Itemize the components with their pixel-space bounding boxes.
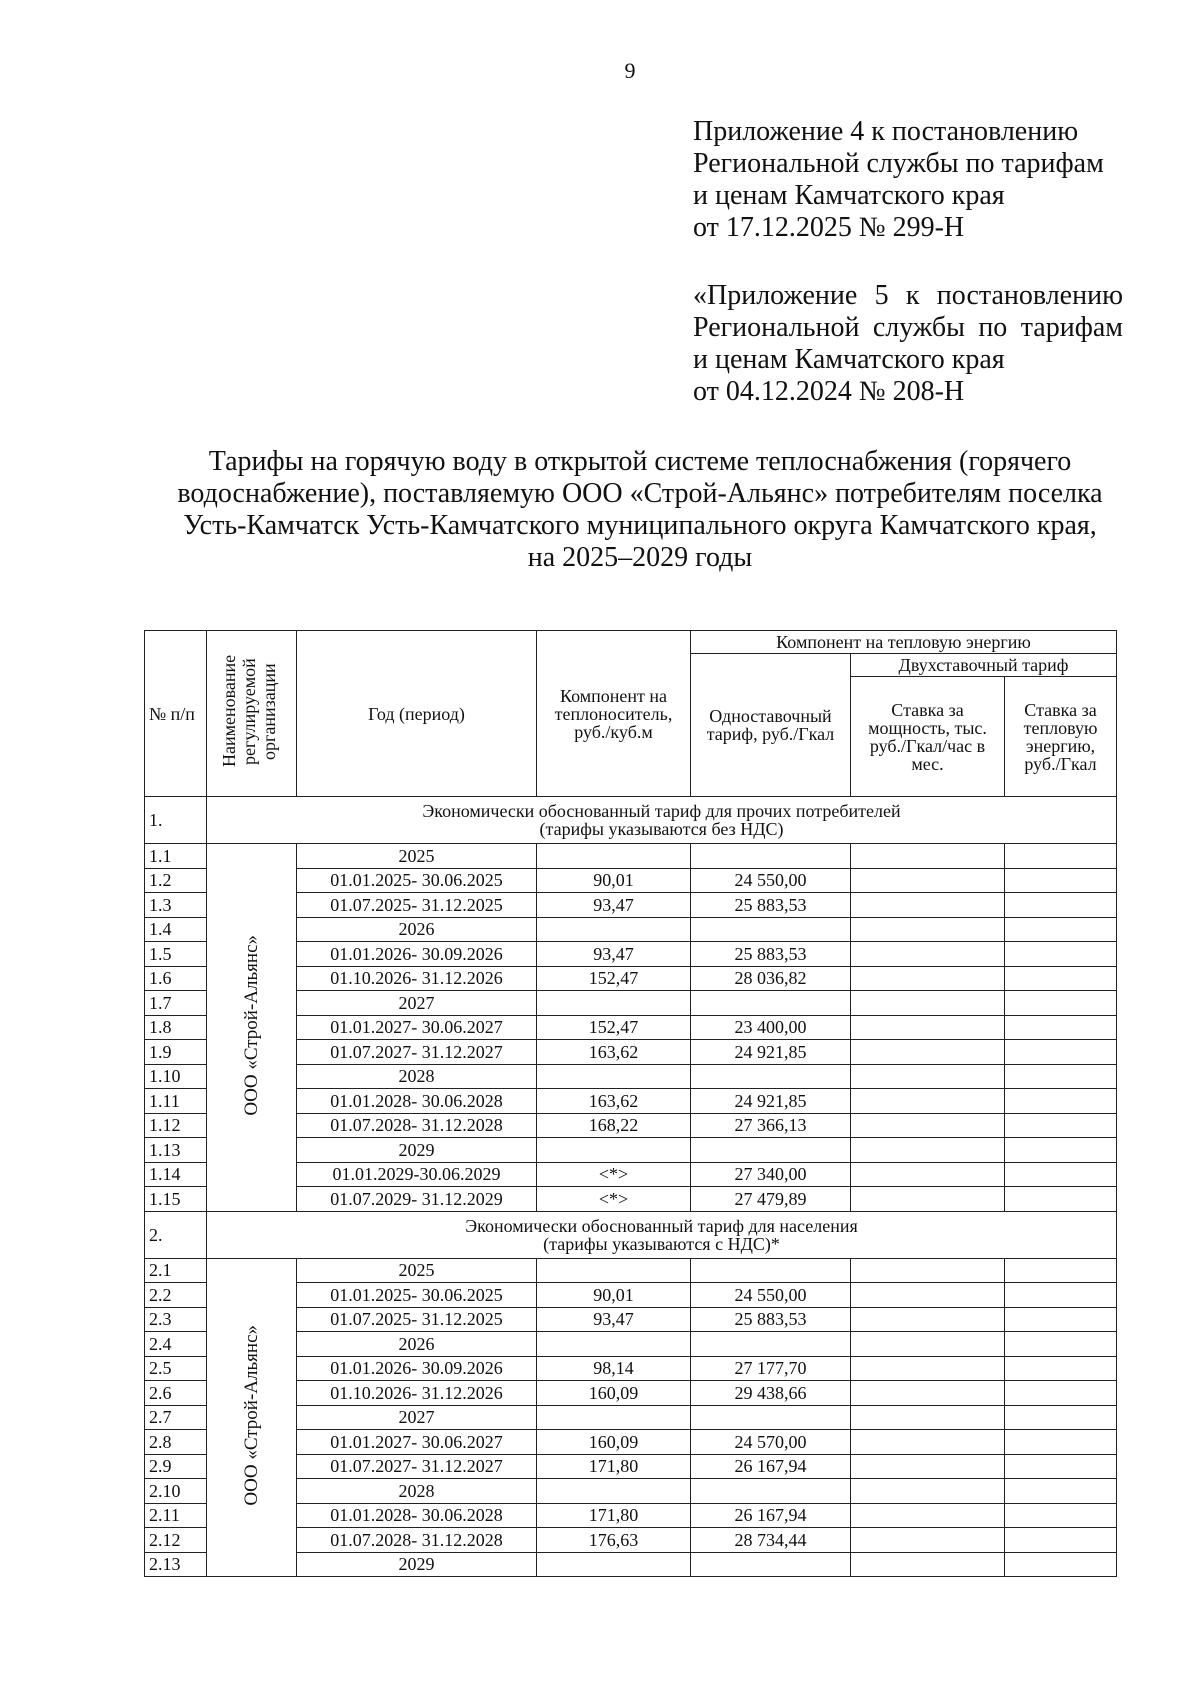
period-cell: 2026 (297, 917, 537, 942)
period-cell: 2028 (297, 1064, 537, 1089)
carrier-component-cell: 171,80 (537, 1454, 691, 1479)
single-rate-cell (691, 1552, 851, 1577)
single-rate-cell: 26 167,94 (691, 1454, 851, 1479)
energy-rate-cell (1005, 1430, 1117, 1455)
capacity-rate-cell (851, 1113, 1005, 1138)
header-period: Год (период) (297, 631, 537, 797)
capacity-rate-cell (851, 1528, 1005, 1553)
title-line: водоснабжение), поставляемую ООО «Строй-Альянс» потребителям поселка (177, 478, 1103, 509)
capacity-rate-cell (851, 991, 1005, 1016)
carrier-component-cell (537, 1258, 691, 1283)
row-number: 1.11 (145, 1089, 207, 1114)
single-rate-cell: 26 167,94 (691, 1503, 851, 1528)
row-number: 1.13 (145, 1138, 207, 1163)
section-header-row (145, 797, 1117, 844)
header-carrier: Компонент на теплоноситель, руб./куб.м (537, 631, 691, 797)
row-number: 1.10 (145, 1064, 207, 1089)
single-rate-cell: 28 036,82 (691, 966, 851, 991)
header-num: № п/п (145, 631, 207, 797)
single-rate-cell: 23 400,00 (691, 1015, 851, 1040)
energy-rate-cell (1005, 1015, 1117, 1040)
carrier-component-cell: 152,47 (537, 1015, 691, 1040)
single-rate-cell: 24 921,85 (691, 1089, 851, 1114)
period-cell: 01.01.2027- 30.06.2027 (297, 1015, 537, 1040)
section-title (207, 797, 1117, 844)
row-number: 1.9 (145, 1040, 207, 1065)
row-number: 1.5 (145, 942, 207, 967)
capacity-rate-cell (851, 966, 1005, 991)
capacity-rate-cell (851, 1381, 1005, 1406)
period-cell: 01.07.2029- 31.12.2029 (297, 1187, 537, 1212)
energy-rate-cell (1005, 1064, 1117, 1089)
single-rate-cell (691, 1479, 851, 1504)
capacity-rate-cell (851, 1356, 1005, 1381)
carrier-component-cell (537, 844, 691, 869)
period-cell: 01.01.2029-30.06.2029 (297, 1162, 537, 1187)
energy-rate-cell (1005, 942, 1117, 967)
energy-rate-cell (1005, 893, 1117, 918)
period-cell: 01.01.2026- 30.09.2026 (297, 1356, 537, 1381)
capacity-rate-cell (851, 1332, 1005, 1357)
capacity-rate-cell (851, 942, 1005, 967)
appendix-line: Региональной службы по тарифам (693, 148, 1104, 179)
period-cell: 01.01.2026- 30.09.2026 (297, 942, 537, 967)
row-number: 2.13 (145, 1552, 207, 1577)
carrier-component-cell (537, 917, 691, 942)
header-org-text: Наименование регулируемой организации (218, 654, 279, 767)
appendix-previous-header (693, 280, 1123, 408)
carrier-component-cell: 160,09 (537, 1381, 691, 1406)
energy-rate-cell (1005, 1356, 1117, 1381)
header-heat-component: Компонент на тепловую энергию (691, 631, 1117, 654)
appendix-line: и ценам Камчатского края (693, 344, 1005, 375)
period-cell: 2029 (297, 1138, 537, 1163)
capacity-rate-cell (851, 1162, 1005, 1187)
single-rate-cell: 24 550,00 (691, 868, 851, 893)
single-rate-cell (691, 991, 851, 1016)
carrier-component-cell: 163,62 (537, 1040, 691, 1065)
appendix-current-header (693, 116, 1123, 244)
table-row (145, 844, 1117, 869)
energy-rate-cell (1005, 1332, 1117, 1357)
energy-rate-cell (1005, 1258, 1117, 1283)
energy-rate-cell (1005, 868, 1117, 893)
capacity-rate-cell (851, 1552, 1005, 1577)
single-rate-cell (691, 1405, 851, 1430)
capacity-rate-cell (851, 1307, 1005, 1332)
organization-name: ООО «Строй-Альянс» (240, 935, 262, 1117)
carrier-component-cell: 163,62 (537, 1089, 691, 1114)
energy-rate-cell (1005, 844, 1117, 869)
row-number: 2.4 (145, 1332, 207, 1357)
capacity-rate-cell (851, 1187, 1005, 1212)
period-cell: 01.07.2028- 31.12.2028 (297, 1113, 537, 1138)
carrier-component-cell (537, 1064, 691, 1089)
period-cell: 2027 (297, 1405, 537, 1430)
title-line: Тарифы на горячую воду в открытой системе теплоснабжения (горячего (208, 446, 1072, 477)
capacity-rate-cell (851, 1040, 1005, 1065)
period-cell: 2029 (297, 1552, 537, 1577)
period-cell: 2025 (297, 1258, 537, 1283)
carrier-component-cell: 160,09 (537, 1430, 691, 1455)
single-rate-cell: 25 883,53 (691, 1307, 851, 1332)
row-number: 2.11 (145, 1503, 207, 1528)
row-number: 1.12 (145, 1113, 207, 1138)
period-cell: 01.10.2026- 31.12.2026 (297, 966, 537, 991)
row-number: 2.2 (145, 1283, 207, 1308)
capacity-rate-cell (851, 1283, 1005, 1308)
single-rate-cell (691, 1064, 851, 1089)
row-number: 2.7 (145, 1405, 207, 1430)
capacity-rate-cell (851, 1015, 1005, 1040)
appendix-line: «Приложение 5 к постановлению (693, 280, 1123, 311)
organization-cell (207, 844, 297, 1212)
period-cell: 01.07.2027- 31.12.2027 (297, 1040, 537, 1065)
tariff-table (144, 630, 1117, 1577)
energy-rate-cell (1005, 1113, 1117, 1138)
row-number: 2.5 (145, 1356, 207, 1381)
capacity-rate-cell (851, 868, 1005, 893)
title-line: Усть-Камчатск Усть-Камчатского муниципального округа Камчатского края, (183, 510, 1097, 541)
energy-rate-cell (1005, 966, 1117, 991)
capacity-rate-cell (851, 1454, 1005, 1479)
capacity-rate-cell (851, 1503, 1005, 1528)
row-number: 2.12 (145, 1528, 207, 1553)
capacity-rate-cell (851, 893, 1005, 918)
organization-name: ООО «Строй-Альянс» (240, 1325, 262, 1507)
single-rate-cell: 24 921,85 (691, 1040, 851, 1065)
single-rate-cell: 27 177,70 (691, 1356, 851, 1381)
energy-rate-cell (1005, 1162, 1117, 1187)
header-org (207, 631, 297, 797)
section-title-line: Экономически обоснованный тариф для населения (465, 1215, 858, 1236)
energy-rate-cell (1005, 1089, 1117, 1114)
row-number: 1.1 (145, 844, 207, 869)
period-cell: 01.01.2028- 30.06.2028 (297, 1089, 537, 1114)
single-rate-cell: 27 366,13 (691, 1113, 851, 1138)
energy-rate-cell (1005, 1040, 1117, 1065)
period-cell: 01.01.2025- 30.06.2025 (297, 868, 537, 893)
capacity-rate-cell (851, 1479, 1005, 1504)
energy-rate-cell (1005, 1528, 1117, 1553)
single-rate-cell: 24 550,00 (691, 1283, 851, 1308)
period-cell: 01.01.2027- 30.06.2027 (297, 1430, 537, 1455)
appendix-line: от 17.12.2025 № 299-Н (693, 212, 965, 243)
capacity-rate-cell (851, 1089, 1005, 1114)
section-title-line: (тарифы указываются с НДС)* (543, 1233, 780, 1254)
period-cell: 01.10.2026- 31.12.2026 (297, 1381, 537, 1406)
table-header (145, 631, 1117, 797)
single-rate-cell (691, 1138, 851, 1163)
energy-rate-cell (1005, 1283, 1117, 1308)
carrier-component-cell: <*> (537, 1162, 691, 1187)
energy-rate-cell (1005, 1381, 1117, 1406)
carrier-component-cell: 152,47 (537, 966, 691, 991)
row-number: 2.6 (145, 1381, 207, 1406)
single-rate-cell: 25 883,53 (691, 893, 851, 918)
single-rate-cell: 28 734,44 (691, 1528, 851, 1553)
energy-rate-cell (1005, 1479, 1117, 1504)
page-number: 9 (624, 58, 636, 83)
appendix-line: от 04.12.2024 № 208-Н (693, 376, 965, 407)
row-number: 1.15 (145, 1187, 207, 1212)
energy-rate-cell (1005, 1187, 1117, 1212)
period-cell: 01.01.2025- 30.06.2025 (297, 1283, 537, 1308)
row-number: 2.9 (145, 1454, 207, 1479)
row-number: 2.3 (145, 1307, 207, 1332)
row-number: 1.2 (145, 868, 207, 893)
capacity-rate-cell (851, 1258, 1005, 1283)
carrier-component-cell: 176,63 (537, 1528, 691, 1553)
capacity-rate-cell (851, 1405, 1005, 1430)
carrier-component-cell (537, 1552, 691, 1577)
period-cell: 01.07.2028- 31.12.2028 (297, 1528, 537, 1553)
period-cell: 2025 (297, 844, 537, 869)
capacity-rate-cell (851, 1430, 1005, 1455)
organization-cell (207, 1258, 297, 1577)
period-cell: 01.07.2025- 31.12.2025 (297, 1307, 537, 1332)
single-rate-cell (691, 1332, 851, 1357)
carrier-component-cell (537, 1479, 691, 1504)
carrier-component-cell: 93,47 (537, 1307, 691, 1332)
table-row (145, 1258, 1117, 1283)
row-number: 1.8 (145, 1015, 207, 1040)
period-cell: 01.07.2025- 31.12.2025 (297, 893, 537, 918)
energy-rate-cell (1005, 991, 1117, 1016)
single-rate-cell (691, 917, 851, 942)
period-cell: 2026 (297, 1332, 537, 1357)
section-number: 1. (145, 797, 207, 844)
single-rate-cell: 27 479,89 (691, 1187, 851, 1212)
table-body (145, 797, 1117, 1577)
energy-rate-cell (1005, 1503, 1117, 1528)
carrier-component-cell: 93,47 (537, 893, 691, 918)
appendix-line: Региональной службы по тарифам (693, 312, 1123, 343)
carrier-component-cell (537, 1332, 691, 1357)
section-header-row (145, 1211, 1117, 1258)
single-rate-cell (691, 844, 851, 869)
appendix-line: Приложение 4 к постановлению (693, 116, 1079, 147)
energy-rate-cell (1005, 1405, 1117, 1430)
energy-rate-cell (1005, 917, 1117, 942)
capacity-rate-cell (851, 844, 1005, 869)
row-number: 2.10 (145, 1479, 207, 1504)
carrier-component-cell: 90,01 (537, 868, 691, 893)
capacity-rate-cell (851, 1064, 1005, 1089)
capacity-rate-cell (851, 1138, 1005, 1163)
carrier-component-cell: <*> (537, 1187, 691, 1212)
header-single-rate: Одноставочный тариф, руб./Гкал (691, 654, 851, 797)
energy-rate-cell (1005, 1138, 1117, 1163)
single-rate-cell: 24 570,00 (691, 1430, 851, 1455)
period-cell: 01.07.2027- 31.12.2027 (297, 1454, 537, 1479)
row-number: 1.6 (145, 966, 207, 991)
section-title-line: (тарифы указываются без НДС) (539, 819, 784, 839)
section-number: 2. (145, 1211, 207, 1258)
carrier-component-cell: 98,14 (537, 1356, 691, 1381)
section-title (207, 1211, 1117, 1258)
row-number: 2.8 (145, 1430, 207, 1455)
title-line: на 2025–2029 годы (527, 542, 753, 573)
period-cell: 2027 (297, 991, 537, 1016)
single-rate-cell: 27 340,00 (691, 1162, 851, 1187)
carrier-component-cell: 93,47 (537, 942, 691, 967)
row-number: 1.4 (145, 917, 207, 942)
carrier-component-cell: 171,80 (537, 1503, 691, 1528)
row-number: 1.14 (145, 1162, 207, 1187)
row-number: 1.7 (145, 991, 207, 1016)
energy-rate-cell (1005, 1307, 1117, 1332)
carrier-component-cell (537, 1405, 691, 1430)
row-number: 1.3 (145, 893, 207, 918)
header-capacity-rate: Ставка за мощность, тыс. руб./Гкал/час в мес. (851, 677, 1005, 797)
single-rate-cell: 25 883,53 (691, 942, 851, 967)
section-title-line: Экономически обоснованный тариф для прочих потребителей (422, 801, 901, 821)
row-number: 2.1 (145, 1258, 207, 1283)
single-rate-cell (691, 1258, 851, 1283)
energy-rate-cell (1005, 1454, 1117, 1479)
energy-rate-cell (1005, 1552, 1117, 1577)
header-energy-rate: Ставка за тепловую энергию, руб./Гкал (1005, 677, 1117, 797)
carrier-component-cell (537, 991, 691, 1016)
capacity-rate-cell (851, 917, 1005, 942)
appendix-line: и ценам Камчатского края (693, 180, 1005, 211)
carrier-component-cell (537, 1138, 691, 1163)
single-rate-cell: 29 438,66 (691, 1381, 851, 1406)
document-title (140, 446, 1140, 574)
header-two-rate: Двухставочный тариф (851, 654, 1117, 677)
carrier-component-cell: 90,01 (537, 1283, 691, 1308)
carrier-component-cell: 168,22 (537, 1113, 691, 1138)
period-cell: 2028 (297, 1479, 537, 1504)
period-cell: 01.01.2028- 30.06.2028 (297, 1503, 537, 1528)
